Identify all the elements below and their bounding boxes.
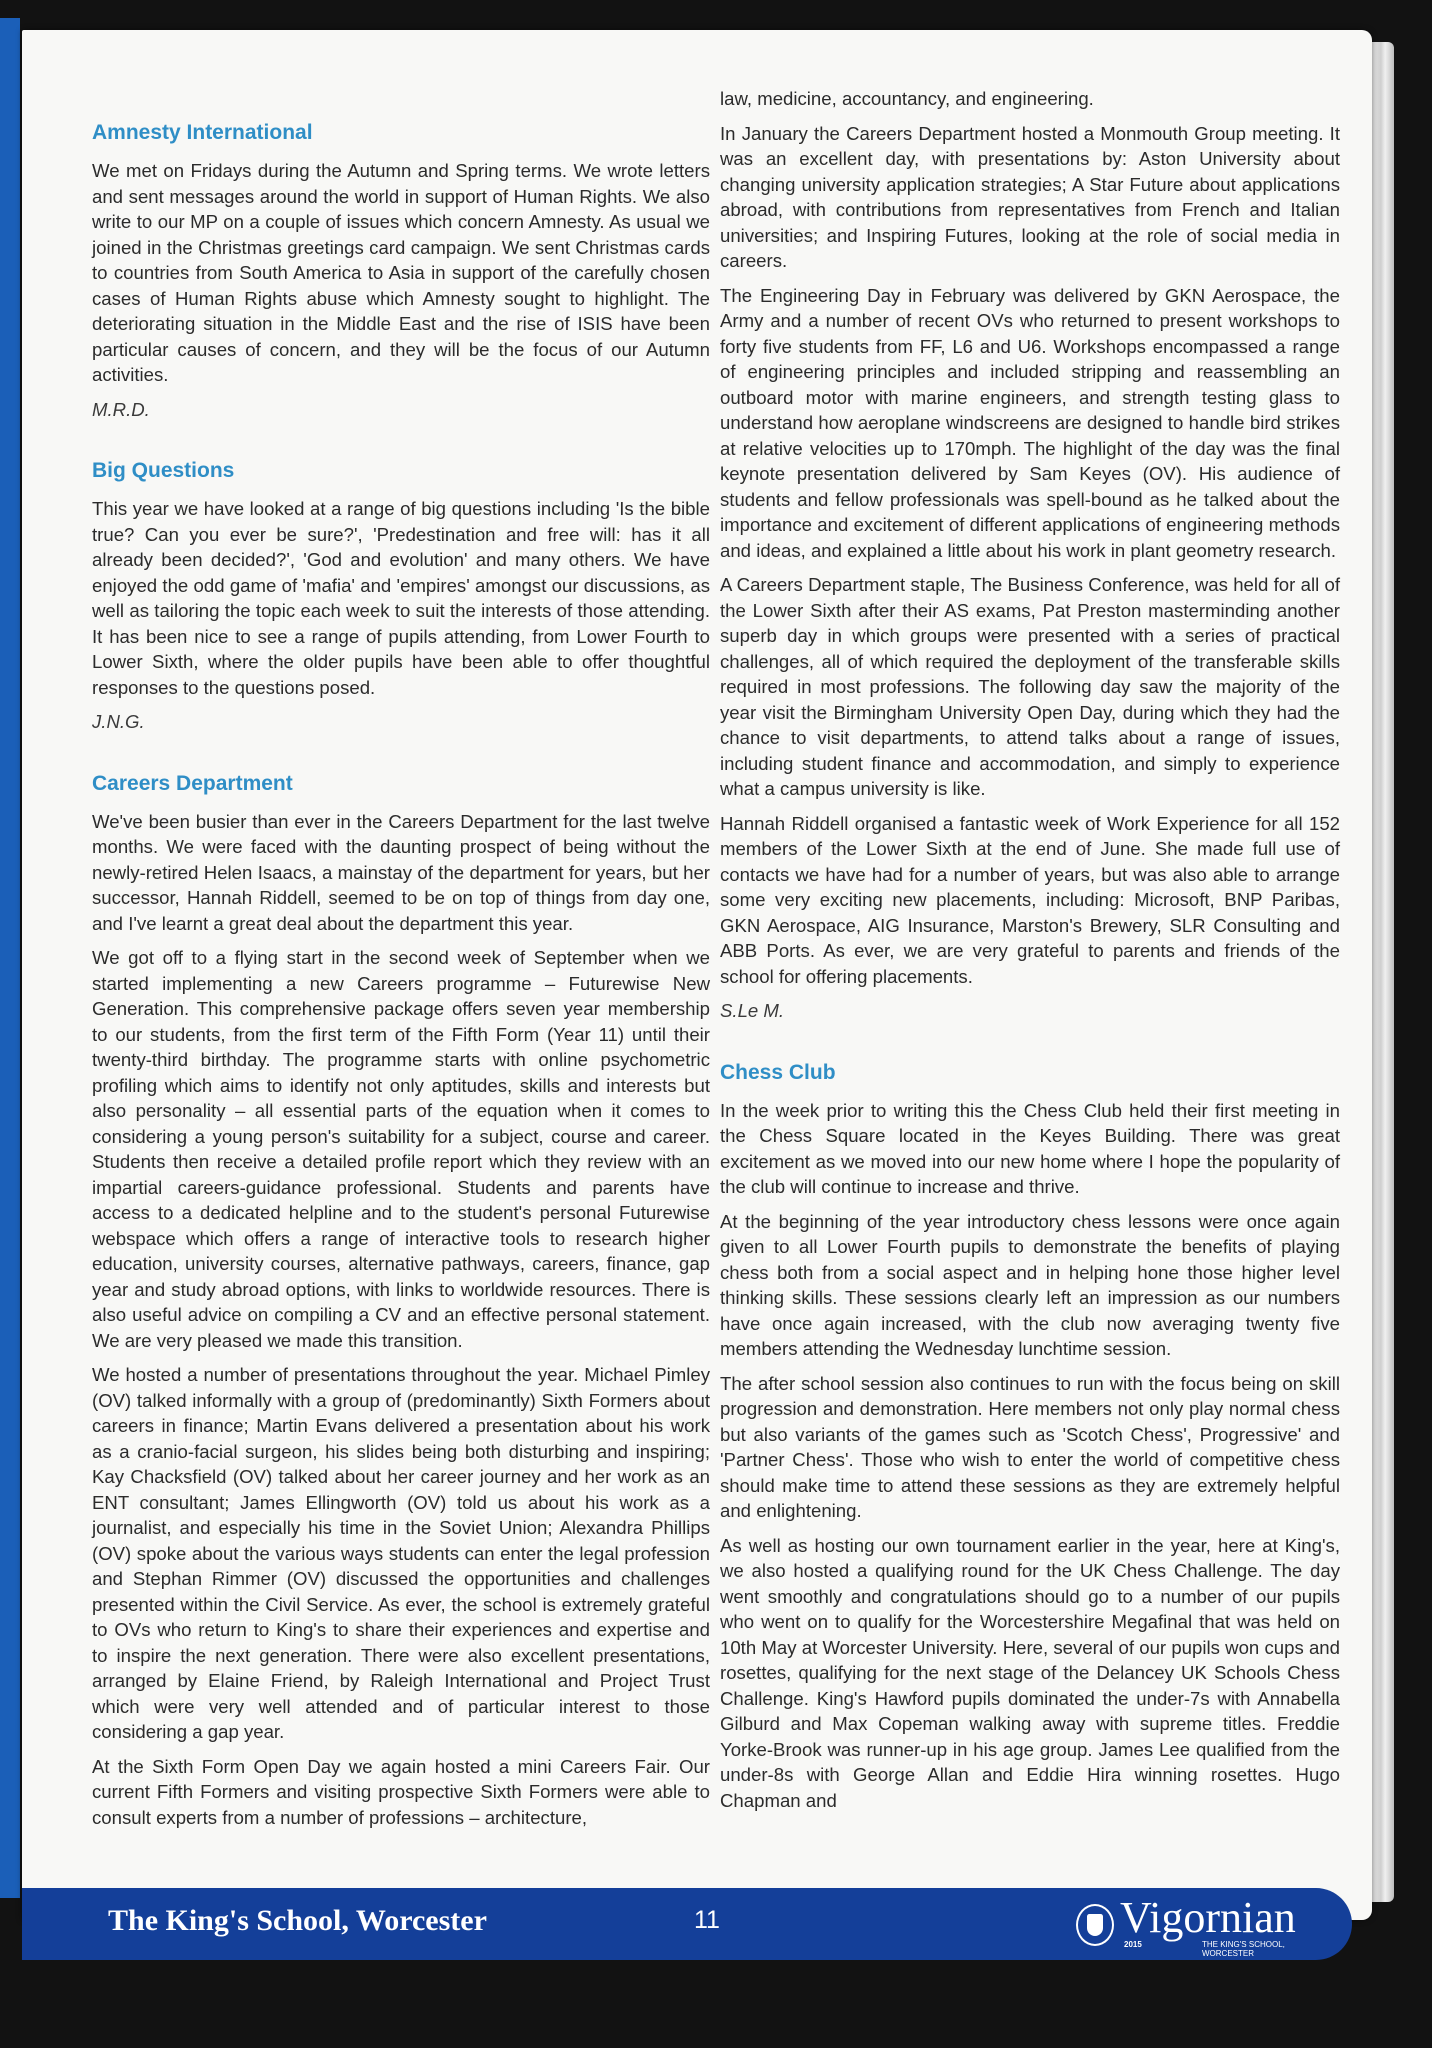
logo-year: 2015 <box>1124 1940 1142 1949</box>
paragraph: In January the Careers Department hosted a Monmouth Group meeting. It was an excellent day, with presentations by: Aston University about changing university application strategies; A Star Future about applications abroad, with contributions from representatives from French and Italian universities; and Inspiring Futures, looking at the role of social media in careers. <box>720 122 1340 271</box>
logo-subtitle: THE KING'S SCHOOL, WORCESTER <box>1202 1940 1285 1958</box>
section-heading-chess: Chess Club <box>720 1060 836 1084</box>
page-number: 11 <box>694 1906 720 1934</box>
paragraph: We met on Fridays during the Autumn and Spring terms. We wrote letters and sent messages around the world in support of Human Rights. We also write to our MP on a couple of issues which concern Amnesty. As usual we joined in the Christmas greetings card campaign. We sent Christmas cards to countries from South America to Asia in support of the carefully chosen cases of Human Rights abuse which Amnesty sought to highlight. The deteriorating situation in the Middle East and the rise of ISIS have been particular causes of concern, and they will be the focus of our Autumn activities. <box>92 160 710 385</box>
logo-wordmark: Vigornian <box>1120 1893 1296 1942</box>
paragraph: We've been busier than ever in the Careers Department for the last twelve months. We were faced with the daunting prospect of being without the newly-retired Helen Isaacs, a mainstay of the department for years, but her successor, Hannah Riddell, seemed to be on top of things from day one, and I've learnt a great deal about the department this year. <box>92 810 710 934</box>
paragraph: Hannah Riddell organised a fantastic week of Work Experience for all 152 members of the Lower Sixth at the end of June. She made full use of contacts we have had for a number of years, but was also able to arrange some very exciting new placements, including: Microsoft, BNP Paribas, GKN Aerospace, AIG Insurance, Marston's Brewery, SLR Consulting and ABB Ports. As ever, we are very grateful to parents and friends of the school for offering placements. <box>720 812 1340 987</box>
paragraph: We hosted a number of presentations throughout the year. Michael Pimley (OV) talked informally with a group of (predominantly) Sixth Formers about careers in finance; Martin Evans delivered a presentation about his work as a cranio-facial surgeon, his slides being both disturbing and inspiring; Kay Chacksfield (OV) talked about her career journey and her work as an ENT consultant; James Ellingworth (OV) told us about his work as a journalist, and especially his time in the Soviet Union; Alexandra Phillips (OV) spoke about the various ways students can enter the legal profession and Stephan Rimmer (OV) discussed the opportunities and challenges presented within the Civil Service. As ever, the school is extremely grateful to OVs who return to King's to share their experiences and expertise and to inspire the next generation. There were also excellent presentations, arranged by Elaine Friend, by Raleigh International and Project Trust which were very well attended and of particular interest to those considering a gap year. <box>92 1364 710 1742</box>
vigornian-logo <box>1076 1893 1336 1958</box>
paragraph: A Careers Department staple, The Business Conference, was held for all of the Lower Sixth after their AS exams, Pat Preston masterminding another superb day in which groups were presented with a series of practical challenges, all of which required the deployment of the transferable skills required in most professions. The following day saw the majority of the year visit the Birmingham University Open Day, during which they had the chance to visit departments, to attend talks about a range of issues, including student finance and accommodation, and simply to experience what a campus university is like. <box>720 574 1340 799</box>
signature-initials: M.R.D. <box>92 398 150 420</box>
paragraph: As well as hosting our own tournament earlier in the year, here at King's, we also hosted a qualifying round for the UK Chess Challenge. The day went smoothly and congratulations should go to a number of our pupils who went on to qualify for the Worcestershire Megafinal that was held on 10th May at Worcester University. Here, several of our pupils won cups and rosettes, qualifying for the next stage of the Delancey UK Schools Chess Challenge. King's Hawford pupils dominated the under-7s with Annabella Gilburd and Max Copeman walking away with supreme titles. Freddie Yorke-Brook was runner-up in his age group. James Lee qualified from the under-8s with George Allan and Eddie Hira winning rosettes. Hugo Chapman and <box>720 1534 1340 1811</box>
paper-edge <box>1372 42 1394 1902</box>
paragraph: This year we have looked at a range of big questions including 'Is the bible true? Can you ever be sure?', 'Predestination and free will: has it all already been decided?', 'God and evolution' and many others. We have enjoyed the odd game of 'mafia' and 'empires' amongst our discussions, as well as tailoring the topic each week to suit the interests of those attending. It has been nice to see a range of pupils attending, from Lower Fourth to Lower Sixth, where the older pupils have been able to offer thoughtful responses to the questions posed. <box>92 498 710 698</box>
section-heading-careers: Careers Department <box>92 771 293 795</box>
signature-initials: S.Le M. <box>720 1000 785 1021</box>
paragraph: The Engineering Day in February was delivered by GKN Aerospace, the Army and a number of recent OVs who returned to present workshops to forty five students from FF, L6 and U6. Workshops encompassed a range of engineering principles and included stripping and reassembling an outboard motor with marine engineers, and strength testing glass to understand how aeroplane windscreens are designed to handle bird strikes at relative velocities up to 170mph. The highlight of the day was the final keynote presentation delivered by Sam Keyes (OV). His audience of students and fellow professionals was spell-bound as he talked about the importance and excitement of different applications of engineering methods and ideas, and explained a little about his work in plant geometry research. <box>720 284 1340 561</box>
paragraph: In the week prior to writing this the Chess Club held their first meeting in the Chess Square located in the Keyes Building. There was great excitement as we moved into our new home where I hope the popularity of the club will continue to increase and thrive. <box>720 1099 1340 1197</box>
section-heading-big-questions: Big Questions <box>92 459 235 482</box>
paragraph: law, medicine, accountancy, and engineering. <box>720 88 1094 109</box>
binding-spine <box>0 18 20 1898</box>
magazine-page <box>22 30 1372 1920</box>
left-column <box>92 86 710 1839</box>
paragraph: At the beginning of the year introductory chess lessons were once again given to all Lower Fourth pupils to demonstrate the benefits of playing chess both from a social aspect and in helping hone those higher level thinking skills. These sessions clearly left an impression as our numbers have once again increased, with the club now averaging twenty five members attending the Wednesday lunchtime session. <box>720 1210 1340 1359</box>
footer-school-name: The King's School, Worcester <box>108 1904 487 1937</box>
paragraph: At the Sixth Form Open Day we again hosted a mini Careers Fair. Our current Fifth Formers and visiting prospective Sixth Formers were able to consult experts from a number of professions – architecture, <box>92 1755 710 1828</box>
section-heading-amnesty: Amnesty International <box>92 121 313 144</box>
paragraph: The after school session also continues to run with the focus being on skill progression and demonstration. Here members not only play normal chess but also variants of the games such as 'Scotch Chess', Progressive' and 'Partner Chess'. Those who wish to enter the world of competitive chess should make time to attend these sessions as they are extremely helpful and enlightening. <box>720 1372 1340 1521</box>
paragraph: We got off to a flying start in the second week of September when we started implementing a new Careers programme – Futurewise New Generation. This comprehensive package offers seven year membership to our students, from the first term of the Fifth Form (Year 11) until their twenty-third birthday. The programme starts with online psychometric profiling which aims to identify not only aptitudes, skills and interests but also personality – all essential parts of the equation when it comes to considering a young person's suitability for a subject, course and career. Students then receive a detailed profile report which they review with an impartial careers-guidance professional. Students and parents have access to a dedicated helpline and to the student's personal Futurewise webspace which offers a range of interactive tools to research higher education, university courses, alternative pathways, careers, finance, gap year and study abroad options, with links to worldwide resources. There is also useful advice on compiling a CV and an effective personal statement. We are very pleased we made this transition. <box>92 947 710 1351</box>
right-column <box>720 86 1340 1822</box>
signature-initials: J.N.G. <box>92 711 145 732</box>
page-footer <box>22 1888 1352 1960</box>
crest-icon <box>1076 1904 1114 1946</box>
